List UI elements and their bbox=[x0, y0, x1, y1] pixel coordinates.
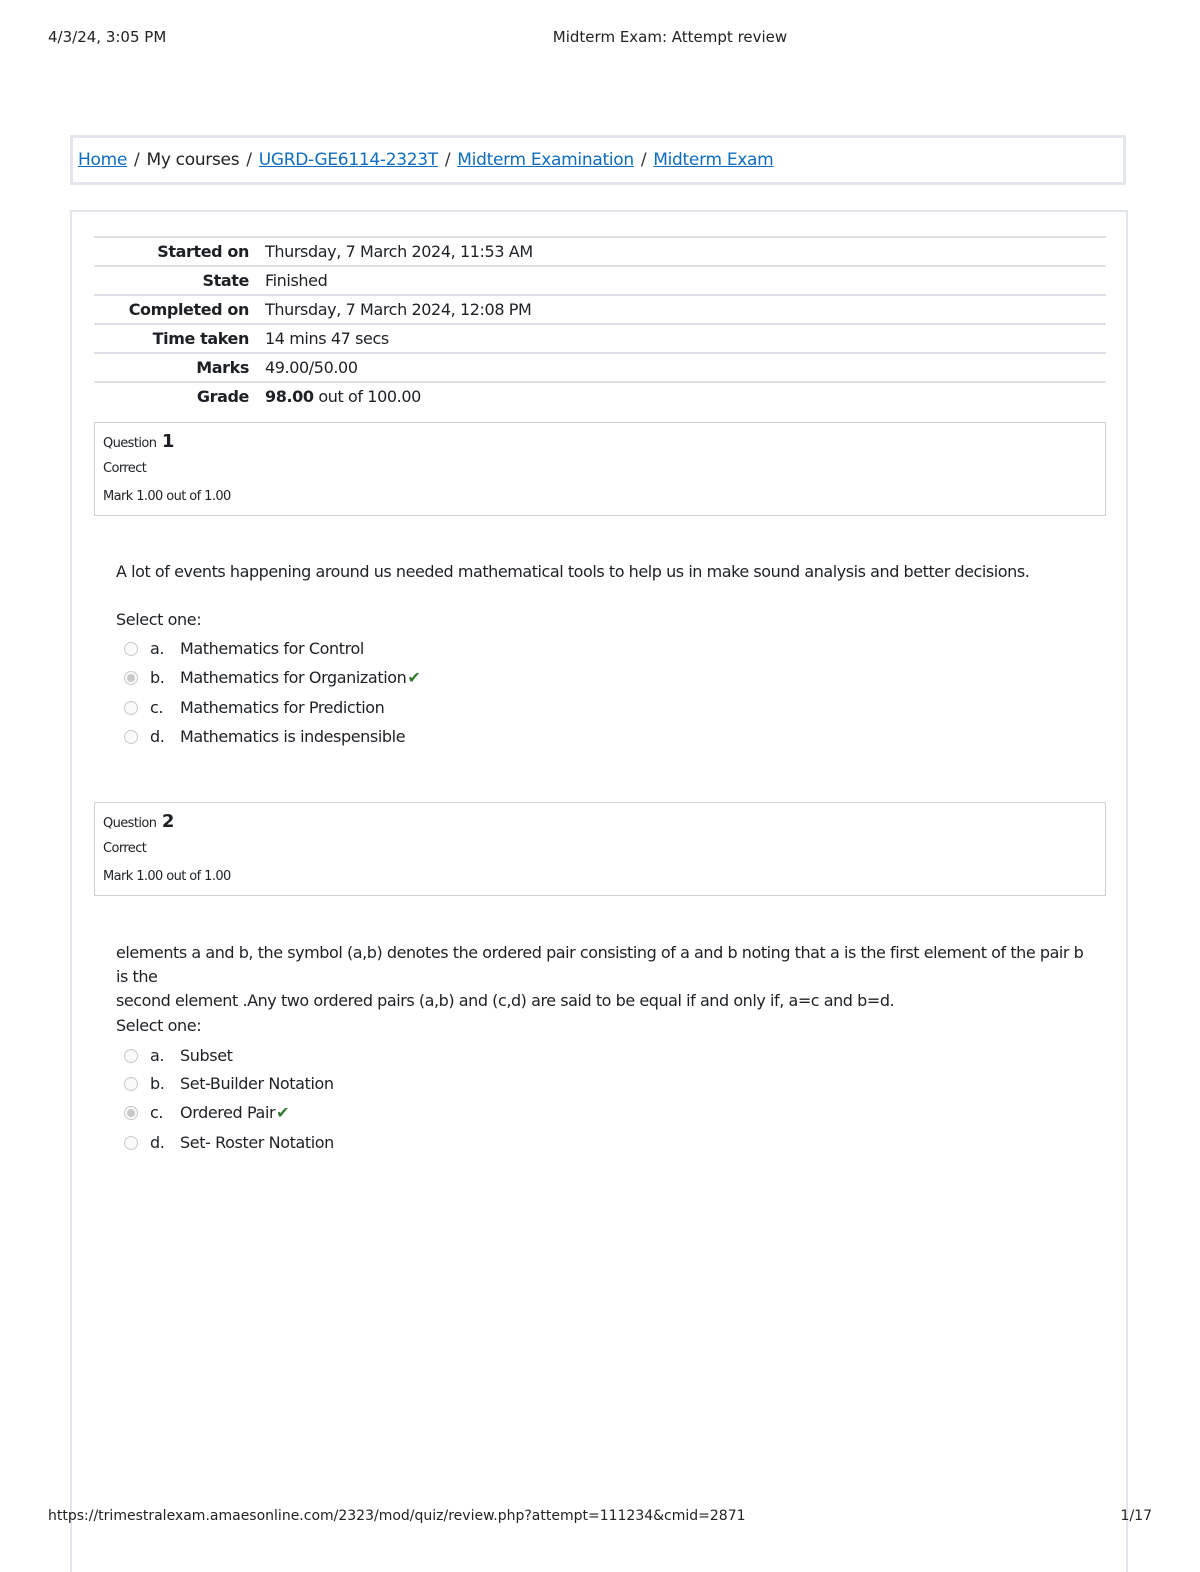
answer-letter: b. bbox=[150, 668, 165, 687]
question-text: A lot of events happening around us needed mathematical tools to help us in make sound analysis and better decisions. bbox=[116, 562, 1030, 581]
breadcrumb-separator: / bbox=[444, 150, 451, 170]
question-number-value: 1 bbox=[161, 431, 174, 452]
summary-label: Marks bbox=[196, 358, 249, 377]
check-icon: ✔ bbox=[407, 668, 421, 687]
breadcrumb-separator: / bbox=[134, 150, 140, 170]
print-footer bbox=[48, 1508, 1152, 1528]
summary-label: Time taken bbox=[152, 329, 249, 348]
breadcrumb bbox=[78, 150, 773, 170]
print-header bbox=[48, 28, 1152, 48]
radio-button[interactable] bbox=[124, 1049, 138, 1063]
answer-letter: b. bbox=[150, 1074, 165, 1093]
answer-text-wrap bbox=[180, 1103, 289, 1122]
answer-prompt: Select one: bbox=[116, 610, 202, 629]
print-date: 4/3/24, 3:05 PM bbox=[48, 28, 167, 46]
summary-value: 14 mins 47 secs bbox=[265, 329, 389, 348]
grade-value: 98.00 bbox=[265, 387, 314, 406]
radio-button[interactable] bbox=[124, 730, 138, 744]
radio-button-selected[interactable] bbox=[124, 1106, 138, 1120]
attempt-summary-table bbox=[94, 236, 1106, 410]
answer-text-wrap bbox=[180, 668, 420, 687]
answer-letter: d. bbox=[150, 1133, 165, 1152]
breadcrumb-course-link[interactable]: UGRD-GE6114-2323T bbox=[258, 150, 438, 170]
answer-text: Set- Roster Notation bbox=[180, 1133, 334, 1152]
question-text bbox=[116, 941, 1096, 1013]
answer-text: Mathematics for Control bbox=[180, 639, 364, 658]
summary-value: 49.00/50.00 bbox=[265, 358, 358, 377]
summary-label: Grade bbox=[196, 387, 249, 406]
breadcrumb-separator: / bbox=[246, 150, 252, 170]
summary-label: Completed on bbox=[128, 300, 249, 319]
question-number-value: 2 bbox=[161, 811, 174, 832]
summary-row-state bbox=[94, 266, 1106, 295]
question-label: Question bbox=[103, 436, 157, 451]
print-page-number: 1/17 bbox=[1120, 1508, 1152, 1524]
answer-letter: c. bbox=[150, 1103, 164, 1122]
question-label: Question bbox=[103, 816, 157, 831]
summary-row-completed bbox=[94, 295, 1106, 324]
summary-label: Started on bbox=[157, 242, 249, 261]
summary-value: Thursday, 7 March 2024, 12:08 PM bbox=[265, 300, 532, 319]
answer-letter: c. bbox=[150, 698, 164, 717]
answer-text: Mathematics for Organization bbox=[180, 668, 407, 687]
radio-button[interactable] bbox=[124, 701, 138, 715]
answer-text: Subset bbox=[180, 1046, 233, 1065]
question-state: Correct bbox=[103, 841, 147, 856]
summary-value: Thursday, 7 March 2024, 11:53 AM bbox=[265, 242, 533, 261]
answer-prompt: Select one: bbox=[116, 1016, 202, 1035]
breadcrumb-separator: / bbox=[640, 150, 647, 170]
breadcrumb-container bbox=[70, 135, 1126, 185]
summary-value: Finished bbox=[265, 271, 328, 290]
answer-text: Ordered Pair bbox=[180, 1103, 276, 1122]
print-page-title: Midterm Exam: Attempt review bbox=[552, 28, 788, 46]
answer-text: Set-Builder Notation bbox=[180, 1074, 334, 1093]
breadcrumb-home-link[interactable]: Home bbox=[78, 150, 128, 170]
question-grade: Mark 1.00 out of 1.00 bbox=[103, 869, 231, 884]
summary-value bbox=[257, 382, 1106, 410]
breadcrumb-quiz-link[interactable]: Midterm Exam bbox=[653, 150, 774, 170]
answer-letter: a. bbox=[150, 1046, 165, 1065]
summary-row-time-taken bbox=[94, 324, 1106, 353]
summary-label: State bbox=[202, 271, 249, 290]
breadcrumb-section-link[interactable]: Midterm Examination bbox=[457, 150, 634, 170]
breadcrumb-my-courses: My courses bbox=[146, 150, 240, 170]
question-number bbox=[103, 811, 174, 832]
radio-button[interactable] bbox=[124, 1077, 138, 1091]
question-text-line: second element .Any two ordered pairs (a,b) and (c,d) are said to be equal if and only if, a=c and b=d. bbox=[116, 991, 895, 1010]
grade-suffix: out of 100.00 bbox=[318, 387, 421, 406]
answer-letter: a. bbox=[150, 639, 165, 658]
summary-row-started bbox=[94, 237, 1106, 266]
question-text-line: elements a and b, the symbol (a,b) denotes the ordered pair consisting of a and b noting that a is the first element of the pair b is the bbox=[116, 943, 1084, 986]
question-state: Correct bbox=[103, 461, 147, 476]
print-url: https://trimestralexam.amaesonline.com/2323/mod/quiz/review.php?attempt=111234&cmid=2871 bbox=[48, 1508, 746, 1524]
answer-text: Mathematics for Prediction bbox=[180, 698, 385, 717]
check-icon: ✔ bbox=[276, 1103, 290, 1122]
answer-text: Mathematics is indespensible bbox=[180, 727, 406, 746]
question-info-box bbox=[94, 422, 1106, 516]
answer-letter: d. bbox=[150, 727, 165, 746]
radio-button[interactable] bbox=[124, 1136, 138, 1150]
question-number bbox=[103, 431, 174, 452]
summary-row-grade bbox=[94, 382, 1106, 410]
question-info-box bbox=[94, 802, 1106, 896]
radio-button[interactable] bbox=[124, 642, 138, 656]
question-grade: Mark 1.00 out of 1.00 bbox=[103, 489, 231, 504]
attempt-review-panel bbox=[70, 210, 1128, 1572]
summary-row-marks bbox=[94, 353, 1106, 382]
radio-button-selected[interactable] bbox=[124, 671, 138, 685]
